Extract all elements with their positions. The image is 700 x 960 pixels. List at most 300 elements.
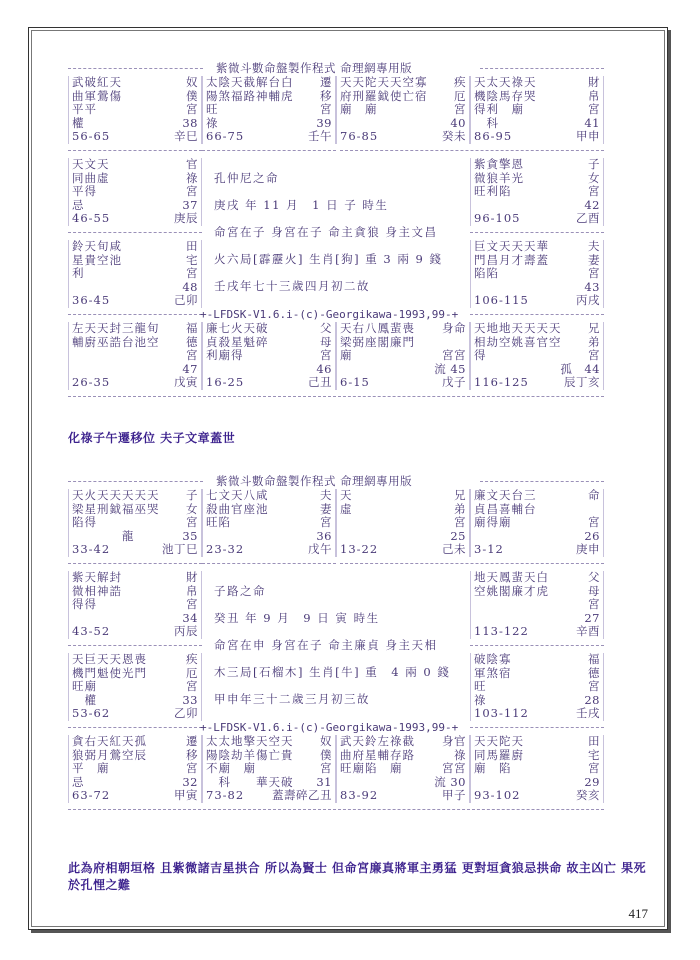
palace-label: 女 — [186, 501, 198, 516]
cell-line — [471, 322, 603, 336]
cell-line — [203, 489, 335, 503]
palace-label: 宮 — [588, 597, 600, 612]
star-names: 旺陷 — [206, 515, 231, 530]
top-row — [68, 76, 606, 144]
palace-label: 宮 — [588, 102, 600, 117]
dash-line — [68, 809, 336, 810]
star-names: 43-52 — [72, 624, 111, 639]
cell-line — [69, 158, 201, 172]
cell-line — [203, 90, 335, 104]
cell-line — [69, 322, 201, 336]
palace-label: 池丁巳 — [162, 542, 198, 557]
separator — [68, 308, 606, 322]
palace-cell — [470, 76, 604, 144]
palace-cell — [68, 240, 202, 308]
star-names: 利 — [72, 266, 85, 281]
cell-line — [337, 749, 469, 763]
chart-header — [68, 475, 606, 489]
star-names: 虛 — [340, 501, 353, 516]
chart-title: 紫微斗數命盤製作程式 命理網專用版 — [216, 61, 413, 75]
star-names: 權 — [72, 692, 97, 707]
palace-cell — [470, 653, 604, 721]
star-names: 廟 — [340, 348, 353, 363]
bottom-row — [68, 322, 606, 390]
dash-line — [68, 396, 336, 397]
dash-line — [470, 645, 604, 646]
palace-label: 38 — [182, 115, 198, 130]
palace-label: 宮 — [320, 102, 332, 117]
palace-cell — [470, 158, 604, 226]
star-names: 16-25 — [206, 375, 245, 390]
cell-line — [471, 749, 603, 763]
palace-label: 壬午 — [308, 129, 332, 144]
star-names: 科 — [474, 115, 499, 130]
palace-cell — [68, 735, 202, 803]
bureau-line: 木三局[石榴木] 生肖[牛] 重 4 兩 0 錢 — [214, 665, 451, 679]
star-names: 空姚閣廉才虎 — [474, 583, 549, 598]
palace-label: 辛巳 — [174, 129, 198, 144]
cell-line — [471, 503, 603, 517]
star-names: 武破紅天 — [72, 75, 122, 89]
cell-line — [337, 322, 469, 336]
palace-cell — [470, 240, 604, 308]
center-info — [202, 571, 470, 721]
star-names: 旺廟陷 廟 — [340, 761, 403, 776]
palace-label: 宅 — [588, 747, 600, 762]
cell-line — [203, 376, 335, 390]
palace-label: 47 — [182, 361, 198, 376]
palace-label: 厄 — [454, 88, 466, 103]
cell-line — [69, 749, 201, 763]
star-names: 府刑羅鉞使亡宿 — [340, 88, 428, 103]
star-names: 76-85 — [340, 129, 379, 144]
star-names: 太陰天截解台白 — [206, 75, 294, 89]
palace-cell — [202, 76, 336, 144]
cell-line — [203, 363, 335, 377]
cell-line — [337, 90, 469, 104]
dash-line — [470, 727, 604, 728]
palace-label: 46 — [316, 361, 332, 376]
chart-title: 紫微斗數命盤製作程式 命理網專用版 — [216, 474, 413, 488]
cell-line — [471, 76, 603, 90]
star-names: 天 — [340, 488, 353, 502]
dash-line — [470, 314, 604, 315]
palace-label: 母 — [588, 583, 600, 598]
dash-line — [68, 232, 202, 233]
palace-cell — [470, 735, 604, 803]
palace-label: 31 — [316, 774, 332, 789]
palace-label: 己丑 — [308, 375, 332, 390]
cell-line — [337, 516, 469, 530]
dash-line — [68, 150, 202, 151]
cell-line — [203, 749, 335, 763]
palace-label: 宮 — [186, 266, 198, 281]
palace-label: 宮 — [454, 515, 466, 530]
cell-line — [69, 103, 201, 117]
palace-label: 身命 — [442, 321, 466, 335]
cell-line — [337, 789, 469, 803]
palace-cell — [336, 735, 470, 803]
star-names: 七文天八咸 — [206, 488, 269, 502]
star-names: 利廟得 — [206, 348, 244, 363]
palace-label: 乙酉 — [576, 211, 600, 226]
cell-line — [69, 199, 201, 213]
star-names: 陽煞福路神輔虎 — [206, 88, 294, 103]
star-names: 忌 — [72, 197, 85, 212]
palace-label: 田 — [588, 734, 600, 748]
palace-label: 癸亥 — [576, 788, 600, 803]
palace-label: 甲寅 — [174, 788, 198, 803]
cell-line — [471, 281, 603, 295]
palace-label: 宮 — [186, 597, 198, 612]
palace-cell — [336, 322, 470, 390]
palace-label: 女 — [588, 170, 600, 185]
star-names: 廉七火天破 — [206, 321, 269, 335]
star-names: 113-122 — [474, 624, 529, 639]
star-names: 天地地天天天天 — [474, 321, 562, 335]
separator — [68, 390, 606, 404]
palace-label: 39 — [316, 115, 332, 130]
cell-line — [69, 543, 201, 557]
palace-label: 癸未 — [442, 129, 466, 144]
palace-label: 宮 — [186, 184, 198, 199]
cell-line — [471, 254, 603, 268]
palace-label: 宮 — [588, 184, 600, 199]
star-names: 3-12 — [474, 542, 504, 557]
cell-line — [337, 776, 469, 790]
dash-line — [340, 563, 604, 564]
chart-2 — [68, 475, 606, 817]
star-names: 梁星刑鉞福巫哭 — [72, 501, 160, 516]
birth-date: 庚戌 年 11 月 1 日 子 時生 — [214, 198, 389, 212]
palace-label: 28 — [584, 692, 600, 707]
palace-summary: 命宮在申 身宮在子 命主廉貞 身主天相 — [214, 638, 438, 652]
star-names: 不廟 廟 — [206, 761, 256, 776]
cell-line — [471, 489, 603, 503]
middle-block — [68, 158, 606, 308]
star-names: 梁弼座閣廉門 — [340, 334, 415, 349]
palace-label: 丙戌 — [576, 293, 600, 308]
cell-line — [203, 336, 335, 350]
star-names: 得利 廟 — [474, 102, 524, 117]
palace-cell — [68, 76, 202, 144]
palace-label: 祿 — [186, 170, 198, 185]
cell-line — [69, 294, 201, 308]
star-names: 天巨天天恩喪 — [72, 652, 147, 666]
dash-line — [202, 150, 336, 151]
cell-line — [203, 789, 335, 803]
cell-line — [69, 267, 201, 281]
palace-label: 夫 — [588, 239, 600, 253]
separator — [68, 557, 606, 571]
chart-1 — [68, 62, 606, 404]
palace-label: 兄 — [588, 321, 600, 335]
dash-line — [68, 68, 203, 69]
cell-line — [69, 130, 201, 144]
cell-line — [471, 612, 603, 626]
palace-cell — [470, 322, 604, 390]
top-row — [68, 489, 606, 557]
star-names: 陷陷 — [474, 266, 499, 281]
cell-line — [471, 735, 603, 749]
cell-line — [69, 625, 201, 639]
star-names: 忌 — [72, 774, 85, 789]
palace-label: 壬戌 — [576, 706, 600, 721]
palace-label: 福 — [588, 652, 600, 666]
star-names: 曲軍鶯傷 — [72, 88, 122, 103]
star-names: 貞昌喜輔台 — [474, 501, 537, 516]
cell-line — [69, 653, 201, 667]
palace-label: 己未 — [442, 542, 466, 557]
cell-line — [471, 185, 603, 199]
cell-line — [69, 172, 201, 186]
cell-line — [337, 117, 469, 131]
palace-label: 戊寅 — [174, 375, 198, 390]
palace-label: 宮宮 — [442, 348, 466, 363]
palace-label: 宮 — [588, 761, 600, 776]
palace-cell — [68, 653, 202, 721]
palace-label: 疾 — [186, 652, 198, 666]
cell-line — [69, 489, 201, 503]
palace-label: 宮 — [186, 761, 198, 776]
star-names: 龍 — [72, 528, 135, 543]
cell-line — [471, 625, 603, 639]
cell-line — [69, 571, 201, 585]
star-names: 53-62 — [72, 706, 111, 721]
star-names: 科 華天破 — [206, 774, 294, 789]
palace-label: 36 — [316, 528, 332, 543]
star-names: 相劫空姚喜官空 — [474, 334, 562, 349]
cell-line — [69, 349, 201, 363]
palace-label: 宮 — [186, 102, 198, 117]
cell-line — [69, 117, 201, 131]
cell-line — [471, 212, 603, 226]
dash-line — [68, 481, 203, 482]
palace-label: 厄 — [186, 665, 198, 680]
star-names: 微狼羊光 — [474, 170, 524, 185]
palace-label: 宅 — [186, 252, 198, 267]
star-names: 旺利陷 — [474, 184, 512, 199]
cell-line — [471, 598, 603, 612]
cell-line — [471, 90, 603, 104]
star-names: 旺 — [206, 102, 219, 117]
palace-label: 移 — [320, 88, 332, 103]
cell-line — [69, 735, 201, 749]
cell-line — [471, 543, 603, 557]
palace-label: 宮 — [320, 348, 332, 363]
cell-line — [69, 212, 201, 226]
cell-line — [69, 680, 201, 694]
cell-line — [69, 254, 201, 268]
star-names: 13-22 — [340, 542, 379, 557]
star-names: 得 — [474, 348, 487, 363]
cell-line — [471, 516, 603, 530]
death-line: 壬戌年七十三歲四月初二故 — [214, 279, 370, 293]
palace-label: 宮 — [186, 679, 198, 694]
cell-line — [471, 585, 603, 599]
star-names: 權 — [72, 115, 85, 130]
palace-label: 蓋壽碎乙丑 — [272, 788, 332, 803]
star-names: 貞殺星魁碎 — [206, 334, 269, 349]
palace-label: 財 — [186, 570, 198, 584]
palace-label: 41 — [584, 115, 600, 130]
palace-label: 戊午 — [308, 542, 332, 557]
cell-line — [471, 789, 603, 803]
cell-line — [337, 489, 469, 503]
cell-line — [69, 281, 201, 295]
cell-line — [471, 117, 603, 131]
cell-line — [69, 336, 201, 350]
star-names: 破陰寡 — [474, 652, 512, 666]
star-names: 狼弼月鶯空辰 — [72, 747, 147, 762]
dash-line — [68, 314, 202, 315]
star-names: 天天陀天天空寡 — [340, 75, 428, 89]
star-names: 86-95 — [474, 129, 513, 144]
star-names: 同馬羅廚 — [474, 747, 524, 762]
cell-line — [337, 543, 469, 557]
palace-cell — [202, 489, 336, 557]
palace-label: 宮 — [320, 515, 332, 530]
star-names: 星貴空池 — [72, 252, 122, 267]
cell-line — [69, 776, 201, 790]
dash-line — [470, 232, 604, 233]
palace-label: 僕 — [186, 88, 198, 103]
star-names: 鈴天旬咸 — [72, 239, 122, 253]
palace-label: 命 — [588, 488, 600, 502]
page-number: 417 — [628, 906, 648, 921]
cell-line — [69, 76, 201, 90]
cell-line — [203, 322, 335, 336]
palace-cell — [470, 489, 604, 557]
star-names: 貪右天紅天孤 — [72, 734, 147, 748]
dash-line — [480, 481, 604, 482]
palace-label: 遷 — [320, 75, 332, 89]
star-names: 116-125 — [474, 375, 529, 390]
cell-line — [471, 130, 603, 144]
cell-line — [337, 530, 469, 544]
star-names: 武天鈴左祿截 — [340, 734, 415, 748]
palace-label: 34 — [182, 610, 198, 625]
cell-line — [471, 294, 603, 308]
star-names: 廟得廟 — [474, 515, 512, 530]
version-line: +-LFDSK-V1.6.i-(c)-Georgikawa-1993,99-+ — [200, 721, 459, 734]
cell-line — [203, 349, 335, 363]
palace-label: 奴 — [186, 75, 198, 89]
palace-label: 德 — [186, 334, 198, 349]
cell-line — [471, 530, 603, 544]
star-names: 73-82 — [206, 788, 245, 803]
cell-line — [203, 735, 335, 749]
star-names: 地天鳳蜚天白 — [474, 570, 549, 584]
palace-label: 庚辰 — [174, 211, 198, 226]
palace-label: 移 — [186, 747, 198, 762]
palace-label: 40 — [450, 115, 466, 130]
star-names: 46-55 — [72, 211, 111, 226]
cell-line — [471, 336, 603, 350]
bureau-line: 火六局[霹靂火] 生肖[狗] 重 3 兩 9 錢 — [214, 252, 443, 266]
star-names: 廟 廟 — [340, 102, 378, 117]
star-names: 紫貪擎恩 — [474, 157, 524, 171]
palace-label: 35 — [182, 528, 198, 543]
palace-label: 甲申 — [576, 129, 600, 144]
cell-line — [337, 336, 469, 350]
palace-label: 奴 — [320, 734, 332, 748]
star-names: 陽陰劫羊傷亡貴 — [206, 747, 294, 762]
palace-label: 33 — [182, 692, 198, 707]
cell-line — [337, 349, 469, 363]
star-names: 左天天封三龍旬 — [72, 321, 160, 335]
star-names: 紫天解封 — [72, 570, 122, 584]
death-line: 甲申年三十二歲三月初三故 — [214, 692, 370, 706]
dash-line — [68, 645, 202, 646]
palace-label: 宮 — [454, 102, 466, 117]
star-names: 機陰馬存哭 — [474, 88, 537, 103]
star-names: 曲府星輔存路 — [340, 747, 415, 762]
star-names: 天文天 — [72, 157, 110, 171]
cell-line — [471, 571, 603, 585]
palace-label: 財 — [588, 75, 600, 89]
cell-line — [471, 694, 603, 708]
star-names: 66-75 — [206, 129, 245, 144]
person-name: 子路之命 — [214, 584, 266, 598]
star-names: 天右八鳳蜚喪 — [340, 321, 415, 335]
palace-cell — [68, 322, 202, 390]
person-name: 孔仲尼之命 — [214, 171, 279, 185]
palace-cell — [470, 571, 604, 639]
cell-line — [203, 776, 335, 790]
cell-line — [471, 363, 603, 377]
palace-label: 乙卯 — [174, 706, 198, 721]
dash-line — [68, 563, 202, 564]
palace-label: 母 — [320, 334, 332, 349]
cell-line — [69, 503, 201, 517]
palace-label: 37 — [182, 197, 198, 212]
dash-line — [338, 396, 604, 397]
cell-line — [69, 762, 201, 776]
palace-label: 丙辰 — [174, 624, 198, 639]
palace-label: 宮 — [588, 348, 600, 363]
palace-label: 福 — [186, 321, 198, 335]
star-names: 太太地擎天空天 — [206, 734, 294, 748]
star-names: 廟 陷 — [474, 761, 512, 776]
cell-line — [471, 103, 603, 117]
cell-line — [69, 185, 201, 199]
palace-label: 29 — [584, 774, 600, 789]
star-names: 26-35 — [72, 375, 111, 390]
cell-line — [337, 735, 469, 749]
palace-label: 宮 — [588, 515, 600, 530]
star-names: 門昌月才壽蓋 — [474, 252, 549, 267]
star-names: 83-92 — [340, 788, 379, 803]
palace-cell — [336, 76, 470, 144]
palace-label: 43 — [584, 279, 600, 294]
star-names: 陷得 — [72, 515, 97, 530]
star-names: 得得 — [72, 597, 97, 612]
star-names: 56-65 — [72, 129, 111, 144]
palace-label: 甲子 — [442, 788, 466, 803]
cell-line — [337, 76, 469, 90]
cell-line — [69, 516, 201, 530]
palace-label: 父 — [320, 321, 332, 335]
palace-label: 流 45 — [434, 361, 466, 376]
palace-label: 德 — [588, 665, 600, 680]
chart-comment: 此為府相朝垣格 且紫微諸吉星拱合 所以為賢士 但命宮廉真將軍主勇猛 更對垣貪狼忌拱命 故主凶亡 果死於孔悝之難 — [68, 861, 647, 892]
palace-label: 帛 — [588, 88, 600, 103]
cell-line — [69, 694, 201, 708]
palace-label: 身官 — [442, 734, 466, 748]
cell-line — [69, 707, 201, 721]
separator — [68, 721, 606, 735]
